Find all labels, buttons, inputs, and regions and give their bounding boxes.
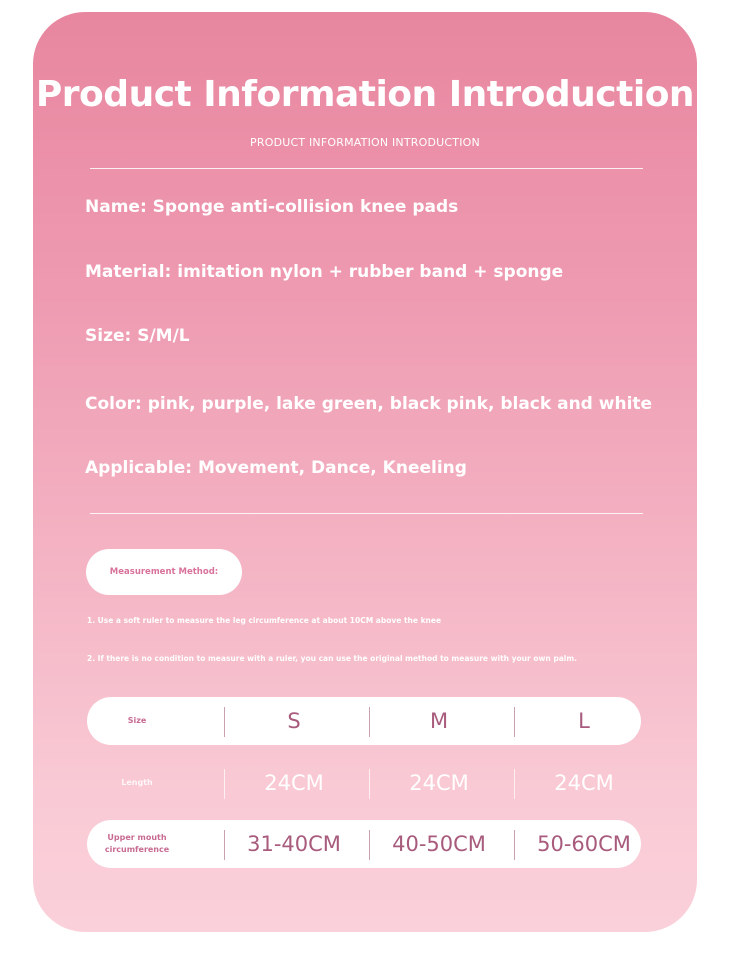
product-info-card bbox=[33, 12, 697, 932]
measurement-note-2: 2. If there is no condition to measure with a ruler, you can use the original method to measure with your own palm. bbox=[87, 654, 578, 663]
circumference-m: 40-50CM bbox=[392, 832, 486, 856]
info-color: Color: pink, purple, lake green, black pink, black and white bbox=[85, 394, 653, 414]
circumference-s: 31-40CM bbox=[247, 832, 341, 856]
measurement-method-label: Measurement Method: bbox=[109, 567, 219, 577]
size-row bbox=[87, 697, 641, 745]
measurement-note-1: 1. Use a soft ruler to measure the leg circumference at about 10CM above the knee bbox=[87, 616, 442, 625]
length-row-label: Length bbox=[121, 778, 153, 787]
info-name: Name: Sponge anti-collision knee pads bbox=[85, 197, 459, 217]
page-subtitle: PRODUCT INFORMATION INTRODUCTION bbox=[250, 136, 480, 149]
circumference-l: 50-60CM bbox=[537, 832, 631, 856]
size-m: M bbox=[429, 709, 449, 733]
circumference-row bbox=[87, 820, 641, 868]
divider-bottom bbox=[90, 513, 643, 514]
size-row-label: Size bbox=[127, 716, 147, 725]
size-l: L bbox=[578, 709, 590, 733]
info-size: Size: S/M/L bbox=[85, 326, 190, 346]
circumference-row-label: Upper mouth circumference bbox=[104, 833, 170, 854]
info-applicable: Applicable: Movement, Dance, Kneeling bbox=[85, 458, 467, 478]
info-material: Material: imitation nylon + rubber band + sponge bbox=[85, 262, 564, 282]
length-m: 24CM bbox=[409, 771, 469, 795]
length-l: 24CM bbox=[554, 771, 614, 795]
size-s: S bbox=[287, 709, 301, 733]
page-title: Product Information Introduction bbox=[35, 74, 695, 115]
length-s: 24CM bbox=[264, 771, 324, 795]
divider-top bbox=[90, 168, 643, 169]
length-row bbox=[87, 759, 641, 807]
